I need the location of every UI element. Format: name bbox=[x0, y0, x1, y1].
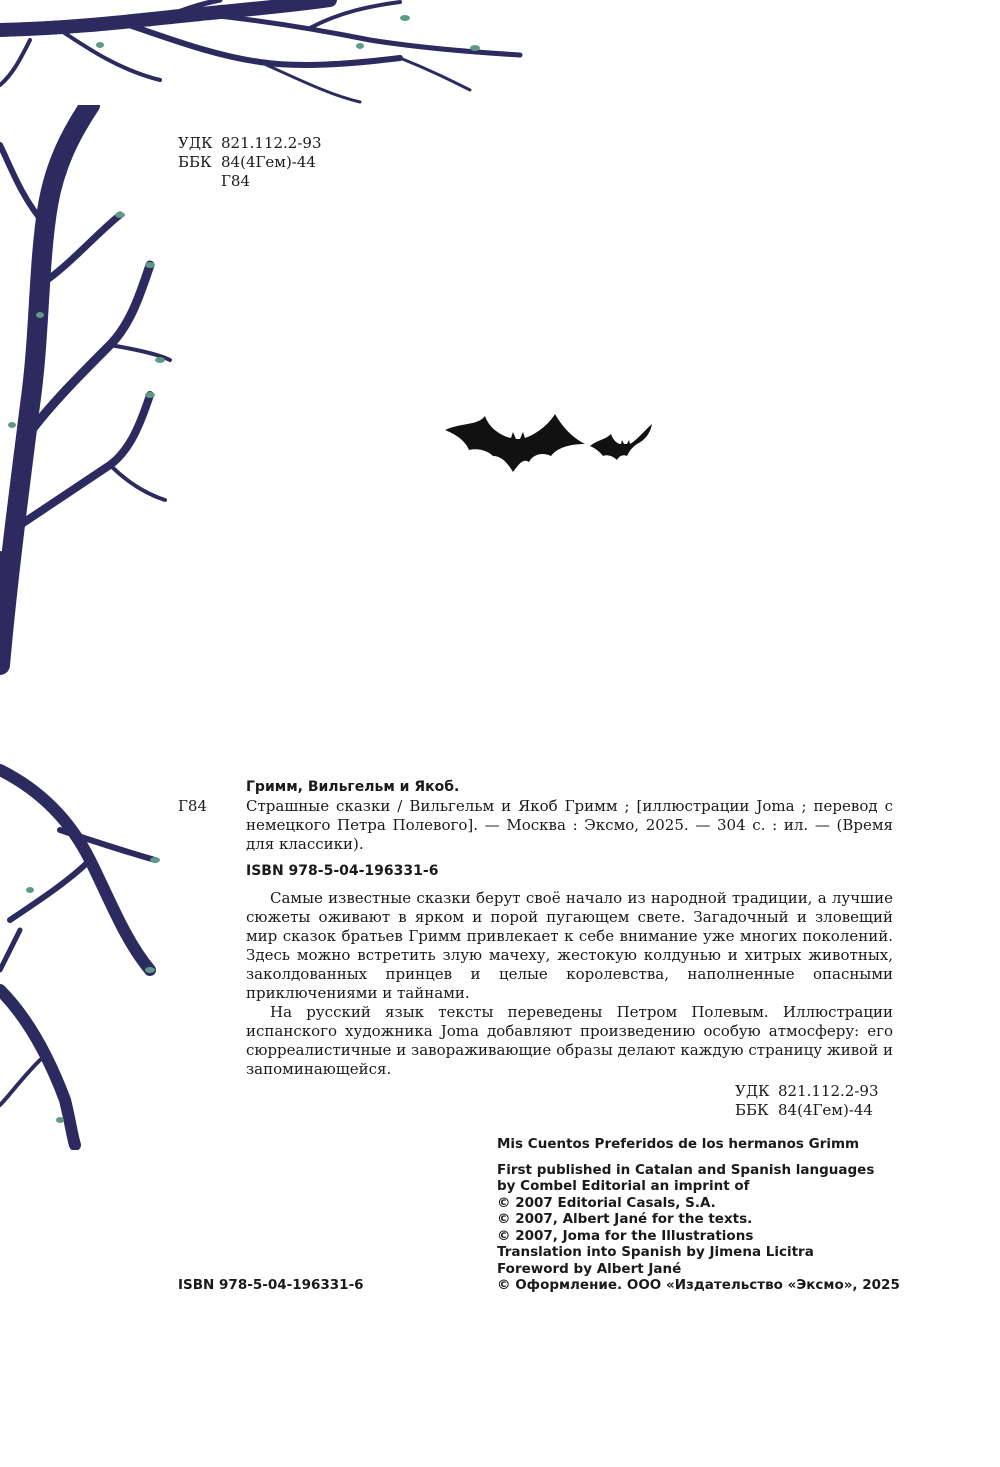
udk-row bbox=[178, 134, 322, 153]
tree-trunk-left-illustration bbox=[0, 105, 175, 705]
copyright-line: by Combel Editorial an imprint of bbox=[497, 1178, 750, 1194]
copyright-line: © 2007, Albert Jané for the texts. bbox=[497, 1211, 753, 1227]
abstract bbox=[246, 889, 893, 1079]
bibliographic-description: Страшные сказки / Вильгельм и Якоб Гримм ; [иллюстрации Joma ; перевод с немецкого Петра Полевого]. — Москва : Эксмо, 2025. — 304 с. : ил. — (Время для классики). bbox=[246, 797, 893, 853]
copyright-line: © 2007 Editorial Casals, S.A. bbox=[497, 1194, 716, 1211]
classification-value: 84(4Гем)-44 bbox=[778, 1101, 873, 1119]
classification-key: УДК bbox=[178, 134, 213, 152]
tree-branches-bottom-left-illustration bbox=[0, 760, 175, 1150]
copyright-line: © Оформление. ООО «Издательство «Эксмо», 2025 bbox=[497, 1277, 900, 1293]
isbn-footer: ISBN 978-5-04-196331-6 bbox=[178, 1277, 364, 1293]
author-code-row bbox=[178, 172, 322, 191]
udk-row bbox=[735, 1082, 893, 1101]
classification-key: УДК bbox=[735, 1082, 770, 1100]
bbk-row bbox=[735, 1101, 893, 1120]
author-code: Г84 bbox=[178, 797, 208, 815]
bats-illustration bbox=[445, 412, 665, 482]
copyright-block bbox=[497, 1136, 900, 1294]
classification-bottom bbox=[735, 1082, 893, 1120]
classification-value: 84(4Гем)-44 bbox=[221, 153, 316, 171]
copyright-line: Foreword by Albert Jané bbox=[497, 1260, 682, 1277]
bibliographic-record bbox=[178, 778, 893, 1120]
copyright-line: © 2007, Joma for the Illustrations bbox=[497, 1227, 754, 1244]
isbn-record: ISBN 978-5-04-196331-6 bbox=[246, 863, 439, 879]
abstract-paragraph: Самые известные сказки берут своё начало из народной традиции, а лучшие сюжеты оживают в ярком и порой пугающем свете. Загадочный и зловещий мир сказок братьев Гримм привлекает к себе внимание уже многих поколений. Здесь можно встретить злую мачеху, жестокую колдунью и хитрых животных, заколдованных принцев и целые королевства, наполненные опасными приключениями и тайнами. bbox=[246, 889, 893, 1002]
bbk-row bbox=[178, 153, 322, 172]
copyright-line: First published in Catalan and Spanish languages bbox=[497, 1161, 875, 1178]
classification-key: ББК bbox=[735, 1101, 769, 1119]
tree-branches-top-illustration bbox=[0, 0, 530, 110]
description-row bbox=[178, 797, 893, 854]
original-title: Mis Cuentos Preferidos de los hermanos Grimm bbox=[497, 1136, 860, 1152]
classification-value: 821.112.2-93 bbox=[778, 1082, 879, 1100]
classification-key bbox=[178, 172, 215, 191]
copyright-line: Translation into Spanish by Jimena Licitra bbox=[497, 1244, 814, 1260]
classification-value: 821.112.2-93 bbox=[221, 134, 322, 152]
author-heading: Гримм, Вильгельм и Якоб. bbox=[246, 779, 460, 795]
abstract-paragraph: На русский язык тексты переведены Петром Полевым. Иллюстрации испанского художника Joma добавляют произведению особую атмосферу: его сюрреалистичные и завораживающие образы делают каждую страницу живой и запоминающейся. bbox=[246, 1003, 893, 1078]
classification-value: Г84 bbox=[221, 172, 251, 190]
classification-key: ББК bbox=[178, 153, 212, 171]
classification-top bbox=[178, 134, 322, 191]
